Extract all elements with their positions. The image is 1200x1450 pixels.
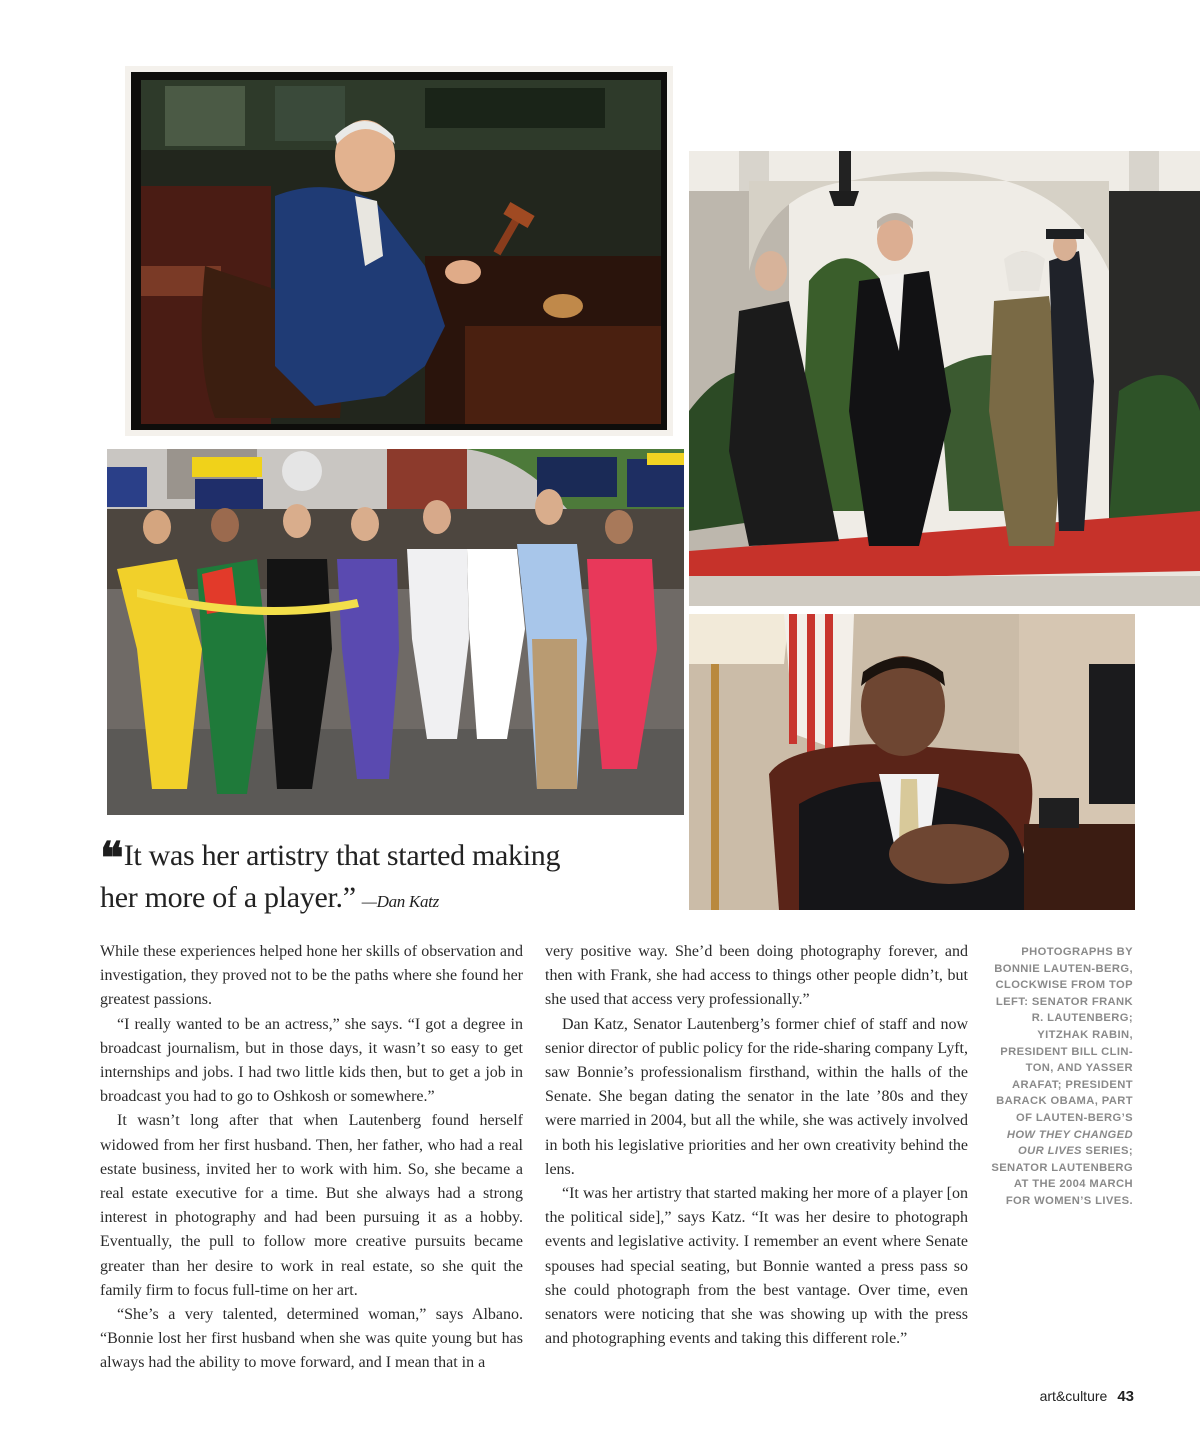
photo-womens-march	[107, 449, 684, 815]
article-paragraph: “She’s a very talented, determined woman,” says Albano. “Bonnie lost her first husband when she was quite young but has always had the ability to move forward, and I mean that in a	[100, 1306, 523, 1372]
caption-text-end: SERIES; SENATOR LAUTENBERG AT THE 2004 MARCH FOR WOMEN’S LIVES.	[991, 1145, 1133, 1207]
photo-caption	[990, 944, 1133, 1210]
article-paragraph: Dan Katz, Senator Lautenberg’s former chief of staff and now senior director of public policy for the ride-sharing company Lyft, saw Bonnie’s professionalism firsthand, within the halls of the Senate. She began dating the senator in the late ’80s and they were married in 2004, but all the while, she was actively involved in both his legislative priorities and her own creativity behind the lens.	[545, 1015, 968, 1178]
article-paragraph: “It was her artistry that started making her more of a player [on the political side],” says Katz. “It was her desire to photograph events and legislative activity. I remember an event where Senate spouses had special seating, but Bonnie wanted a press pass so she could photograph from the best vantage. Over time, even senators were noticing that she was showing up with the press and photographing events and taking this different role.”	[545, 1185, 968, 1348]
article-paragraph: It wasn’t long after that when Lautenberg found herself widowed from her first husband. Then, her father, who had a real estate business, invited her to work with him. So, she became a real estate executive for a time. But she always had a strong interest in photography and had been pursuing it as a hobby. Eventually, the pull to follow more creative pursuits became greater than her desire to work in real estate, so she quit the family firm to focus full-time on her art.	[100, 1112, 523, 1299]
photo-white-house-leaders	[689, 151, 1200, 606]
pull-quote-attribution: —Dan Katz	[361, 892, 439, 911]
article-paragraph: “I really wanted to be an actress,” she says. “I got a degree in broadcast journalism, but in those days, it wasn’t so easy to get internships and jobs. I had two little kids then, but to get a job in broadcast you had to go to Oshkosh or somewhere.”	[100, 1015, 523, 1106]
page-footer	[1040, 1388, 1134, 1405]
photo-senator-gavel	[125, 66, 673, 436]
article-column-left	[100, 940, 523, 1376]
caption-text: PHOTOGRAPHS BY BONNIE LAUTEN-BERG, CLOCKWISE FROM TOP LEFT: SENATOR FRANK R. LAUTENBERG; YITZHAK RABIN, PRESIDENT BILL CLIN-TON, AND YASSER ARAFAT; PRESIDENT BARACK OBAMA, PART OF LAUTEN-BERG’S	[994, 946, 1133, 1124]
section-name: art&culture	[1039, 1388, 1108, 1404]
article-paragraph: While these experiences helped hone her skills of observation and investigation, they proved not to be the paths where she found her greatest passions.	[100, 943, 523, 1009]
page-number: 43	[1117, 1388, 1134, 1405]
photo-obama-portrait	[689, 614, 1135, 910]
pull-quote-line1: It was her artistry that started making	[123, 839, 561, 872]
pull-quote	[100, 833, 680, 921]
quote-mark-icon: ❝	[100, 833, 120, 884]
pull-quote-line2: her more of a player.”	[100, 881, 356, 914]
caption-series-title: HOW THEY CHANGED OUR LIVES	[1006, 1128, 1133, 1158]
article-paragraph: very positive way. She’d been doing photography forever, and then with Frank, she had access to things other people didn’t, but she used that access very professionally.”	[545, 943, 968, 1009]
article-column-right	[545, 940, 968, 1351]
